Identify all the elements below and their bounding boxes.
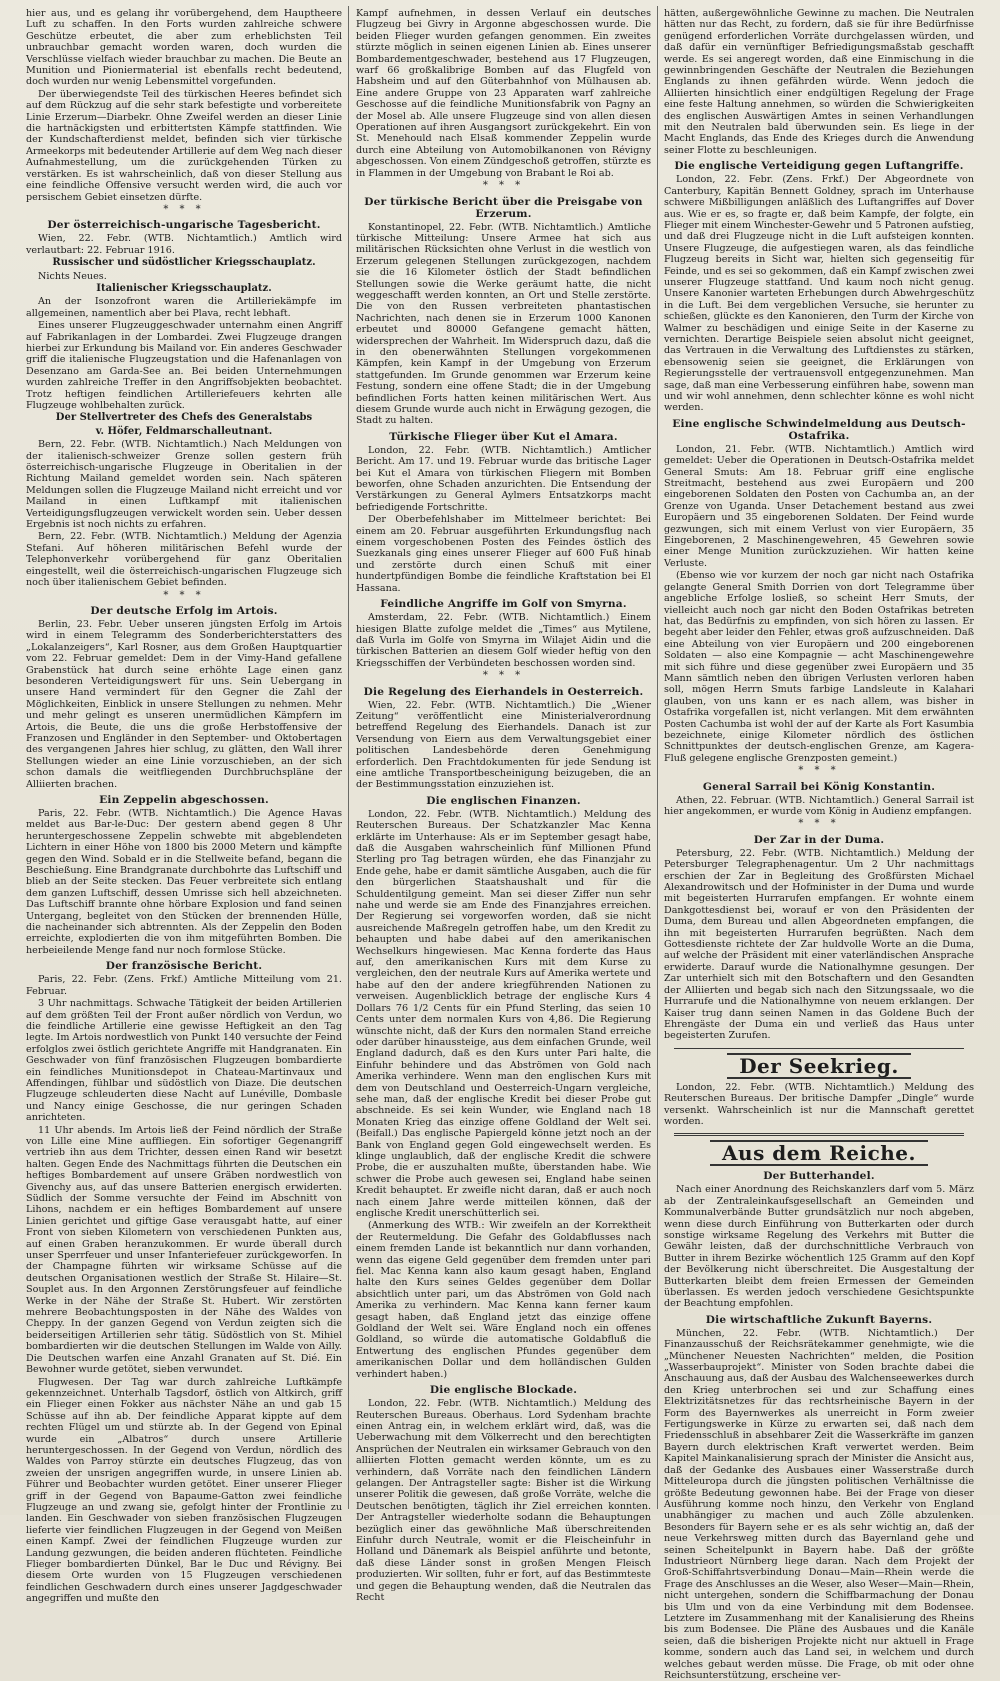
headline-french-report: Der französische Bericht. [105,960,263,973]
article-text: Der Oberbefehlshaber im Mittelmeer berichtet: Bei einem am 20. Februar ausgeführten Erkundungsflug nach einem vorgeschobenen Posten des Feindes östlich des Suezkanals ging eines unserer Flieger auf 600 Fuß hinab und zerstörte durch einen Schuß mit einer hundertpfündigen Bombe die feindliche Kraftstation bei El Hassana. [356,514,651,594]
article-text: Konstantinopel, 22. Febr. (WTB. Nichtamtlich.) Amtliche türkische Mitteilung: Unsere Armee hat sich aus militärischen Rücksichten ohne Verlust in die westlich von Erzerum gelegenen Stellungen zurückgezogen, nachdem sie die 16 Kilometer östlich der Stadt befindlichen Stellungen sowie die Werke geräumt hatte, die nicht weggeschafft werden konnten, an Ort und Stelle zerstörte. Die von den Russen verbreiteten phantastischen Nachrichten, nach denen sie in Erzerum 1000 Kanonen erbeutet und 80000 Gefangene gemacht hätten, widersprechen der Wahrheit. Im Widerspruch dazu, daß die in den obenerwähnten Stellungen vorgekommenen Kämpfen, kein Kampf in der Umgebung von Erzerum stattgefunden. Im Grunde genommen war Erzerum keine Festung, sondern eine offene Stadt; die in der Umgebung befindlichen Forts hatten keinen militärischen Wert. Aus diesem Grunde wurde auch nicht in Erwägung gezogen, die Stadt zu halten. [356,221,651,427]
headline-east-africa: Eine englische Schwindelmeldung aus Deutsch-Ostafrika. [672,417,966,442]
column-right [664,8,974,1681]
subheading-russian-front: Russischer und südöstlicher Kriegsschauplatz. [52,257,316,269]
headline-egg-trade: Die Regelung des Eierhandels in Oesterreich. [363,685,644,698]
article-text: Wien, 22. Febr. (WTB. Nichtamtlich.) Die „Wiener Zeitung“ veröffentlicht eine Ministerialverordnung betreffend Regelung des Eierhandels. Danach ist zur Versendung von Eiern aus dem Verwaltungsgebiet einer politischen Landesbehörde deren Genehmigung erforderlich. Den Frachtdokumenten für jede Sendung ist eine amtliche Transportbescheinigung beizugeben, die an der Bestimmungsstation einzuziehen ist. [356,699,651,791]
headline-bavaria: Die wirtschaftliche Zukunft Bayerns. [705,1313,933,1326]
headline-artois: Der deutsche Erfolg im Artois. [90,604,278,617]
headline-tsar-duma: Der Zar in der Duma. [753,833,885,846]
separator-stars: * * * [798,765,840,777]
headline-kut-el-amara: Türkische Flieger über Kut el Amara. [389,430,618,443]
article-text: Berlin, 23. Febr. Ueber unseren jüngsten Erfolg im Artois wird in einem Telegramm des Sonderberichterstatters des „Lokalanzeigers“, Karl Rosner, aus dem Großen Hauptquartier vom 22. Februar gemeldet: Dem in der Vimy-Hand gefallene Grabenstück hat durch seine erhöhte Lage einen ganz besonderen Verteidigungswert für uns. Sein Uebergang in unsere Hand vermindert für den Gegner die Zahl der Möglichkeiten, Einblick in unsere Stellungen zu nehmen. Mehr und mehr gelingt es unseren unermüdlichen Kämpfern im Artois, die Beute, die uns die große Herbstoffensive der Franzosen und Engländer in den September- und Oktobertagen des vergangenen Jahres hier schlug, zu glätten, den Wall ihrer Stellungen wieder an eine Linie vorzuschieben, an der sich schon damals die weitfliegenden Durchbruchspläne der Alliierten brachen. [26,618,342,790]
article-text: Bern, 22. Febr. (WTB. Nichtamtlich.) Nach Meldungen von der italienisch-schweizer Grenze sollen gestern früh österreichisch-ungarische Flugzeuge in Oberitalien in der Richtung Mailand gemeldet worden sein. Nach späteren Meldungen sollen die Flugzeuge Mailand nicht erreicht und vor Mailand in einen Luftkampf mit italienischen Verteidigungsflugzeugen verwickelt worden sein. Ueber dessen Ergebnis ist noch nichts zu erfahren. [26,439,342,531]
separator-stars: * * * [163,203,205,215]
article-text: London, 22. Febr. (Zens. Frkf.) Der Abgeordnete von Canterbury, Kapitän Bennett Goldney, sprach im Unterhause schwere Mißbilligungen anläßlich des Luftangriffes auf Dover aus. Wie er es, so fragte er, daß beim Kampfe, der folgte, ein Flieger mit einem Winchester-Gewehr und 5 Patronen aufstieg, und daß drei Flugzeuge nicht in die Luft aufsteigen konnten. Unsere Flugzeuge, die aufgestiegen waren, als das feindliche Flugzeug bereits in Sicht war, hielten sich gegenseitig für Feinde, und es sei so gekommen, daß ein Kampf zwischen zwei unserer Flugzeuge stattfand. Und kaum noch nicht genug. Unsere Kanonier warteten Erhebungen durch Abwehrgeschütz in die Luft. Bei dem vergeblichen Versuche, sie herunter zu schießen, glückte es den Kanonieren, den Turm der Kirche von Walmer zu beschädigen und einige Seite in der Kaserne zu vernichten. Derartige Beispiele seien absolut nicht geeignet, das Vertrauen in die Verwaltung des Luftdienstes zu stärken, ebensowenig seien sie geeignet, die Erklärungen von Regierungsstelle der vertrauensvoll entgegenzunehmen. Man sage, daß man eine Verbesserung einführen habe, sowenn man und wir wohl annehmen, denn schlechter könne es wohl nicht werden. [664,174,974,414]
article-text: London, 22. Febr. (WTB. Nichtamtlich.) Meldung des Reuterschen Bureaus. Der britische Dampfer „Dingle“ wurde versenkt. Wahrscheinlich ist nur die Mannschaft gerettet worden. [664,1081,974,1127]
article-text: An der Isonzofront waren die Artilleriekämpfe im allgemeinen, namentlich aber bei Plava, recht lebhaft. [26,296,342,319]
headline-austrian-report: Der österreichisch-ungarische Tagesbericht. [47,219,321,232]
article-text: Der überwiegendste Teil des türkischen Heeres befindet sich auf dem Rückzug auf die sehr stark befestigte und vorbereitete Linie Erzerum—Diarbekr. Ohne Zweifel werden an dieser Linie die hartnäckigsten und erbittertsten Kämpfe stattfinden. Wie der Kundschafterdienst meldet, befinden sich vier türkische Armeekorps mit bedeutender Artillerie auf dem Weg nach dieser Aufnahmestellung, um die zurückgehenden Türken zu verstärken. Es ist wahrscheinlich, daß von dieser Stellung aus eine feindliche Offensive versucht werden wird, die auch vor persischem Gebiet einsetzen dürfte. [26,88,342,203]
column-left [26,8,342,1605]
article-text: 3 Uhr nachmittags. Schwache Tätigkeit der beiden Artillerien auf dem größten Teil der Front außer nördlich von Verdun, wo die feindliche Artillerie eine gewisse Heftigkeit an den Tag legte. Im Artois nordwestlich von Punkt 140 versuchte der Feind erfolglos zwei östlich gerichtete Angriffe mit Handgranaten. Ein Geschwader von fünf französischen Flugzeugen bombardierte ein feindliches Munitionsdepot in Chateau-Martinvaux und Affendingen, fühlbar und südöstlich von Diaze. Die deutschen Flugzeuge schleuderten diese Nacht auf Lunéville, Dombasle und Nancy einige Geschosse, die nur geringen Schaden anrichteten. [26,998,342,1124]
article-text: Wien, 22. Febr. (WTB. Nichtamtlich.) Amtlich wird verlautbart: 22. Februar 1916. [26,233,342,256]
article-text: Paris, 22. Febr. (WTB. Nichtamtlich.) Die Agence Havas meldet aus Bar-le-Duc: Der gestern abend gegen 8 Uhr heruntergeschossene Zeppelin schwebte mit abgeblendeten Lichtern in einer Höhe von 1800 bis 2000 Metern und kämpfte gegen den Wind. Sobald er in die Stellweite befand, begann die Beschießung. Eine Brandgranate durchbohrte das Luftschiff und blieb an der Seite stecken. Das Feuer verbreitete sich entlang dem ganzen Luftschiff, dessen Umrisse sich hell abzeichneten. Das Luftschiff brannte ohne hörbare Explosion und fand seinen Untergang, begleitet von den Stücken der brennenden Hülle, die nacheinander sich abtrennten. Als der Zeppelin den Boden erreichte, explodierten die von ihm mitgeführten Bomben. Die herbeieilende Menge fand nur noch formlose Stücke. [26,808,342,956]
headline-sarrail: General Sarrail bei König Konstantin. [702,780,936,793]
article-text: London, 21. Febr. (WTB. Nichtamtlich.) Amtlich wird gemeldet: Ueber die Operationen in Deutsch-Ostafrika meldet General Smuts: Am 18. Februar griff eine englische Streitmacht, bestehend aus zwei Europäern und 200 eingeborenen Soldaten den Posten von Cachumba an, an der Grenze von Uganda. Unser Detachement bestand aus zwei Europäern und 35 eingeborenen Soldaten. Der Feind wurde gezwungen, sich mit einem Verlust von vier Europäern, 35 Eingeborenen, 2 Maschinengewehren, 45 Gewehren sowie einer Menge Munition zurückzuziehen. Wir hatten keine Verluste. [664,443,974,569]
separator-stars: * * * [482,670,525,682]
headline-air-defense: Die englische Verteidigung gegen Luftangriffe. [674,160,964,173]
separator-stars: * * * [482,180,525,192]
column-rule [657,6,658,1509]
section-rule [674,1048,964,1049]
article-text: (Ebenso wie vor kurzem der noch gar nicht nach Ostafrika gelangte General Smith Dorrien von dort Telegramme über angebliche Erfolge losließ, so scheint Herr Smuts, der vielleicht auch noch gar nicht den Boden Ostafrikas betreten hat, das Bedürfnis zu empfinden, von sich hören zu lassen. Er begeht aber leider den Fehler, etwas groß aufzuschneiden. Daß eine Abteilung von vier Europäern und 200 eingeborenen Soldaten — also eine Kompagnie — acht Maschinengewehre mit sich führe und diese gegenüber zwei Europäern und 35 Mann sämtlich neben den übrigen Verlusten verloren haben soll, mögen Herrn Smuts farbige Landsleute in Kalahari glauben, von uns kann er es nach allem, was bisher in Ostafrika vorgefallen ist, nicht verlangen. Mit dem erwähnten Posten Cachumba ist wohl der auf der Karte als Fort Kasumbia bezeichnete, einige Kilometer nördlich des östlichen Schnittpunktes der deutsch-englischen Grenze, am Kagera-Fluß gelegene englische Grenzposten gemeint.) [664,570,974,764]
section-title-reich: Aus dem Reiche. [664,1140,974,1166]
article-text: hier aus, und es gelang ihr vorübergehend, dem Hauptheere Luft zu schaffen. In den Forts wurden zahlreiche schwere Geschütze erbeutet, die aber zum erheblichsten Teil unbrauchbar gemacht worden waren, doch wurden die Verschlüsse vielfach wieder brauchbar zu machen. Die Beute an Munition und Pioniermaterial ist ebenfalls recht bedeutend, doch wurden nur wenig Lebensmittel vorgefunden. [26,8,342,88]
article-text: London, 22. Febr. (WTB. Nichtamtlich.) Amtlicher Bericht. Am 17. und 19. Februar wurde das britische Lager bei Kut el Amara von türkischen Fliegern mit Bomben beworfen, ohne Schaden anzurichten. Die Entsendung der Verstärkungen zu General Aylmers Entsatzkorps macht befriedigende Fortschritte. [356,444,651,513]
headline-english-finances: Die englischen Finanzen. [426,794,581,807]
article-text: Athen, 22. Februar. (WTB. Nichtamtlich.) General Sarrail ist hier angekommen, er wurde vom König in Audienz empfangen. [664,794,974,817]
article-text: Bern, 22. Febr. (WTB. Nichtamtlich.) Meldung der Agenzia Stefani. Auf höheren militärischen Befehl wurde der Telephonverkehr vorübergehend für ganz Oberitalien eingestellt, weil die österreichisch-ungarischen Flugzeuge sich noch über italienischem Gebiet befinden. [26,531,342,589]
article-text: (Anmerkung des WTB.: Wir zweifeln an der Korrektheit der Reutermeldung. Die Gefahr des Goldabflusses nach einem fremden Lande ist bekanntlich nur dann vorhanden, wenn das eigene Geld gegenüber dem fremden unter pari fiel. Mac Kenna kann also kaum gesagt haben, England halte den Kurs seines Geldes gegenüber dem Dollar absichtlich unter pari, um das Abströmen von Gold nach Amerika zu verhindern. Mac Kenna kann ferner kaum gesagt haben, daß England jetzt das einzige offene Goldland der Welt sei. Wäre England noch ein offenes Goldland, so würde die automatische Goldabfluß die Entwertung des englischen Pfundes gegenüber dem amerikanischen Dollar und dem holländischen Gulden verhindert haben.) [356,1220,651,1380]
column-middle [356,8,651,1603]
signature-line: Der Stellvertreter des Chefs des Generalstabs [55,412,313,424]
section-title-naval-war: Der Seekrieg. [664,1053,974,1079]
headline-butter: Der Butterhandel. [763,1170,875,1183]
headline-erzerum: Der türkische Bericht über die Preisgabe von Erzerum. [364,195,643,220]
article-text: Nichts Neues. [38,270,107,282]
headline-smyrna: Feindliche Angriffe im Golf von Smyrna. [380,598,627,611]
article-text: 11 Uhr abends. Im Artois ließ der Feind nördlich der Straße von Lille eine Mine auffliegen. Ein sofortiger Gegenangriff vertrieb ihn aus dem Trichter, dessen einen Rand wir besetzt halten. Gegen Ende des Nachmittags führten die Deutschen ein heftiges Bombardement auf unsere Gräben nordwestlich von Givenchy aus, auf das unsere Batterien energisch erwiderten. Südlich der Somme versuchte der Feind im Abschnitt von Lihons, nachdem er ein heftiges Bombardement auf unsere Linien gerichtet und giftige Gase verausgabt hatte, auf einer Front von sieben Kilometern von verschiedenen Punkten aus, auf einen Graben heranzukommen. Er wurde überall durch unser Sperrfeuer und unser Infanteriefeuer zurückgeworfen. In der Champagne führten wir wirksame Schüsse auf die deutschen Organisationen westlich der Straße St. Hilaire—St. Souplet aus. In den Argonnen Zerstörungsfeuer auf feindliche Werke in der Nähe der Straße St. Hubert. Wir zerstörten mehrere Beobachtungsposten in der Nähe des Waldes von Cheppy. In der ganzen Gegend von Verdun zeigten sich die beiderseitigen Artillerien sehr tätig. Südöstlich von St. Mihiel bombardierten wir die deutschen Stellungen im Walde von Ailly. Die Deutschen warfen eine Anzahl Granaten auf St. Dié. Ein Bewohner wurde getötet, sieben verwundet. [26,1124,342,1376]
separator-stars: * * * [163,589,205,601]
column-rule [348,6,349,1509]
article-text: Flugwesen. Der Tag war durch zahlreiche Luftkämpfe gekennzeichnet. Unterhalb Tagsdorf, östlich von Altkirch, griff ein Flieger einen Fokker aus nächster Nähe an und gab 15 Schüsse auf ihn ab. Der feindliche Apparat kippte auf dem rechten Flügel um und stürzte ab. In der Gegend von Epinal wurde ein „Albatros“ durch unsere Artillerie heruntergeschossen. In der Gegend von Verdun, nördlich des Waldes von Parroy stürzte ein deutsches Flugzeug, das von zweien der unsrigen angegriffen wurde, in unsere Linien ab. Führer und Beobachter wurden getötet. Einer unserer Flieger griff in der Gegend von Bapaume-Gatton zwei feindliche Flugzeuge an und zwang sie, gefolgt hinter der Frontlinie zu landen. Ein Geschwader von sieben französischen Flugzeugen lieferte vier feindlichen Flugzeugen in der Gegend von Meißen einen Kampf. Zwei der feindlichen Flugzeuge wurden zur Landung gezwungen, die beiden anderen flüchteten. Feindliche Flieger bombardierten Dünkel, Bar le Duc und Révigny. Bei diesem Orte wurden von 15 Flugzeugen verschiedenen feindlichen Geschwadern durch eines unserer Jagdgeschwader angegriffen und mußte den [26,1376,342,1605]
headline-zeppelin: Ein Zeppelin abgeschossen. [99,794,269,806]
article-text: London, 22. Febr. (WTB. Nichtamtlich.) Meldung des Reuterschen Bureaus. Der Schatzkanzler Mac Kenna erklärte im Unterhause: Als er im September gesagt habe, daß die Ausgaben wahrscheinlich fünf Millionen Pfund Sterling pro Tag betragen würden, ehe das Finanzjahr zu Ende gehe, habe er damit sämtliche Ausgaben, auch die für den bürgerlichen Staatshaushalt und für die Schuldentilgung gemeint. Man sei dieser Ziffer nun sehr nahe und werde sie am Ende des Finanzjahres erreichen. Der Regierung sei vorgeworfen worden, daß sie nicht ausreichende Maßregeln getroffen habe, um den Kredit zu behaupten und habe dabei auf den amerikanischen Wechselkurs hingewiesen. Mac Kenna forderte das Haus auf, den amerikanischen Kurs mit dem Kurse zu vergleichen, den der neutrale Kurs auf Amerika wertete und habe auf den der andere kriegführenden Nationen zu verweisen. Augenblicklich betrage der englische Kurs 4 Dollars 76 1/2 Cents für ein Pfund Sterling, das seien 10 Cents unter dem normalen Kurs von 4,86. Die Regierung wünschte nicht, daß der Kurs den normalen Stand erreiche oder darüber hinaussteige, aus dem einfachen Grunde, weil England dadurch, daß es den Kurs unter Pari halte, die Einfuhr behindere und das Abströmen von Gold nach Amerika verhindere. Wenn man den englischen Kurs mit dem von Deutschland und Oesterreich-Ungarn vergleiche, sehe man, daß der englische Kredit bei dieser Probe gut abschneide. Es sei kein Wunder, wie England nach 18 Monaten Krieg das einzige offene Goldland der Welt sei. (Beifall.) Das englische Papiergeld könne jetzt noch an der Bank von England gegen Gold eingewechselt werden. Es klinge unglaublich, daß der englische Kredit die schwere Probe, die er auszuhalten mußte, überstanden habe. Wie schwer die Probe auch gewesen sei, England habe seinen Kredit behauptet. Er zweifle nicht daran, daß er auch noch nach einem Jahre werde mitteilen können, daß der englische Kredit unerschütterlich sei. [356,808,651,1219]
subheading-italian-front: Italienischer Kriegsschauplatz. [96,282,272,294]
signature-name: v. Höfer, Feldmarschalleutnant. [95,425,273,437]
separator-stars: * * * [798,818,840,830]
article-text: München, 22. Febr. (WTB. Nichtamtlich.) Der Finanzausschuß der Reichsrätekammer genehmigte, wie die „Münchener Neuesten Nachrichten“ melden, die Position „Wasserbauprojekt“. Minister von Soden brachte dabei die Anschauung aus, daß der Ausbau des Walchenseewerkes durch den Krieg unterbrochen sei und zur Schaffung eines Elektrizitätsnetzes für das rechtsrheinische Bayern in der Form des Bayernwerkes als unerreicht in Form zweier Fertigungswerke in Kürze zu erwarten sei, daß nach dem Friedensschluß in absehbarer Zeit die Wasserkräfte im ganzen Bayern durch elektrischen Kraft verwertet werden. Beim Kapitel Mainkanalisierung sprach der Minister die Ansicht aus, daß der Gedanke des Ausbaues einer Wasserstraße durch Mitteleuropa durch die jüngsten politischen Verhältnisse die größte Bedeutung gewonnen habe. Bei der Frage von dieser Ausführung komme noch hinzu, den Verkehr von England unabhängiger zu machen und auch Zölle abzulenken. Besonders für Bayern sehe er es als sehr wichtig an, daß der neue Verkehrsweg mitten durch das Bayernland gehe und seinen Scheitelpunkt in Bayern habe. Daß der größte Industrieort Nürnberg liege daran. Nach dem Projekt der Groß-Schiffahrtsverbindung Donau—Main—Rhein werde die Frage des Anschlusses an die Weser, also Weser—Main—Rhein, nicht untergehen, sondern die Schiffbarmachung der Donau bis Ulm und von da eine Verbindung mit dem Bodensee. Letztere im Zusammenhang mit der Kanalisierung des Rheins bis zum Bodensee. Die Pläne des Ausbaues und die Kanäle seien, daß die bisherigen Projekte nicht nur aktuell in Frage komme, sondern auch das Land sei, in welchem und durch welches gebaut werden müsse. Die Frage, ob mit oder ohne Reichsunterstützung, erscheine ver- [664,1327,974,1681]
article-text: Paris, 22. Febr. (Zens. Frkf.) Amtliche Mitteilung vom 21. Februar. [26,974,342,997]
article-text: hätten, außergewöhnliche Gewinne zu machen. Die Neutralen hätten nur das Recht, zu fordern, daß sie für ihre Bedürfnisse genügend erforderlichen Vorräte durchgelassen würden, und daß dafür ein vernünftiger Befriedigungsmaßstab geschafft werde. Es sei angeregt worden, daß eine Einmischung in die gewinnbringenden Geschäfte der Neutralen die Beziehungen Englands zu ihnen gefährden würde. Wenn jedoch die Alliierten hinsichtlich einer endgültigen Regelung der Frage eine feste Haltung annehmen, so würden die Schwierigkeiten des englischen Auswärtigen Amtes in seinen Verhandlungen mit den Neutralen bald überwunden sein. Es liege in der Macht Englands, das Ende des Krieges durch die Anwendung seiner Flotte zu beschleunigen. [664,8,974,156]
article-text: Amsterdam, 22. Febr. (WTB. Nichtamtlich.) Einem hiesigen Blatte zufolge meldet die „Times“ aus Mytilene, daß Vurla im Golfe von Smyrna im Wilajet Aidin und die türkischen Batterien an diesem Golf wieder heftig von den Kriegsschiffen der Verbündeten beschossen worden sind. [356,612,651,669]
headline-blockade: Die englische Blockade. [429,1384,578,1397]
article-text: Petersburg, 22. Febr. (WTB. Nichtamtlich.) Meldung der Petersburger Telegraphenagentur. Um 2 Uhr nachmittags erschien der Zar in Begleitung des Großfürsten Michael Alexandrowitsch und der Hofminister in der Duma und wurde mit begeisterten Hurrarufen empfangen. Er wohnte einem Dankgottesdienst bei, worauf er von den Präsidenten der Duma, dem Bureau und allen Abgeordneten empfangen, die ihn mit begeisterten Hurrarufen begrüßten. Nach dem Gottesdienste richtete der Zar huldvolle Worte an die Duma, auf welche der Präsident mit einer vaterländischen Ansprache erwiderte. Darauf wurde die Nationalhymne gesungen. Der Zar unterhielt sich mit den Botschaftern und den Gesandten der Alliierten und begab sich nach den Sitzungssaale, wo die Hurrarufe und die Nationalhymne von neuem erklangen. Der Kaiser trug dann seinen Namen in das Goldene Buch der Ehrengäste der Duma ein und verließ das Haus unter begeisterten Zurufen. [664,847,974,1042]
section-rule [674,1133,964,1136]
article-text: Kampf aufnehmen, in dessen Verlauf ein deutsches Flugzeug bei Givry in Argonne abgeschossen wurde. Die beiden Flieger wurden gefangen genommen. Ein zweites stürzte möglich in seinen eigenen Linien ab. Eines unserer Bombardementgeschwader, bestehend aus 17 Flugzeugen, warf 66 großkalibrige Bomben auf das Flugfeld von Habsheim und auf den Güterbahnhof von Mülhausen ab. Eine andere Gruppe von 23 Apparaten warf zahlreiche Geschosse auf die feindliche Munitionsfabrik von Pagny an der Mosel ab. Alle unsere Flugzeuge sind von allen diesen Operationen auf ihren Ausgangsort zurückgekehrt. Ein von St. Menehould nach Elsaß kommender Zeppelin wurde durch eine Abteilung von Automobilkanonen von Révigny abgeschossen. Von einem Zündgeschoß getroffen, stürzte es in Flammen in der Umgebung von Brabant le Roi ab. [356,8,651,179]
article-text: Eines unserer Flugzeuggeschwader unternahm einen Angriff auf Fabrikanlagen in der Lombardei. Zwei Flugzeuge drangen hierbei zur Erkundung bis Mailand vor. Ein anderes Geschwader griff die italienische Flugzeugstation und die Hafenanlagen von Desenzano am Garda-See an. Bei beiden Unternehmungen wurden zahlreiche Treffer in den Angriffsobjekten beobachtet. Trotz heftigen feindlichen Artilleriefeuers kehrten alle Flugzeuge wohlbehalten zurück. [26,320,342,411]
article-text: London, 22. Febr. (WTB. Nichtamtlich.) Meldung des Reuterschen Bureaus. Oberhaus. Lord Sydenham brachte einen Antrag ein, in welchem erklärt wird, daß, was die Ueberwachung mit dem Völkerrecht und den berechtigten Ansprüchen der Neutralen ein wirksamer Gebrauch von den alliierten Flotten gemacht werden könnte, um es zu verhindern, daß Vorräte nach den feindlichen Ländern gelangen. Der Antragsteller sagte: Bisher ist die Wirkung unserer Politik die gewesen, daß große Vorräte, welche die Deutschen benötigten, täglich ihr Ziel erreichen konnten. Der Antragsteller wiederholte sodann die Behauptungen bezüglich einer das gewöhnliche Maß überschreitenden Einfuhr durch Neutrale, womit er die Fleischeinfuhr in Holland und Dänemark als Beispiel anführte und betonte, daß diese Länder sonst in großen Mengen Fleisch produzierten. Wir sollten, fuhr er fort, auf das Bestimmteste und gegen die Behauptung wenden, daß die Neutralen das Recht [356,1398,651,1603]
article-text: Nach einer Anordnung des Reichskanzlers darf vom 5. März ab der Zentraleinkaufsgesellschaft an Gemeinden und Kommunalverbände Butter grundsätzlich nur noch abgeben, wenn diese durch Einführung von Butterkarten oder durch sonstige wirksame Regelung des Verkehrs mit Butter die Gewähr leisten, daß der durchschnittliche Verbrauch von Butter in ihrem Bezirke wöchentlich 125 Gramm auf den Kopf der Bevölkerung nicht überschreitet. Die Ausgestaltung der Butterkarten bleibt dem freien Ermessen der Gemeinden überlassen. Es werden jedoch verschiedene Gesichtspunkte der Beachtung empfohlen. [664,1184,974,1310]
